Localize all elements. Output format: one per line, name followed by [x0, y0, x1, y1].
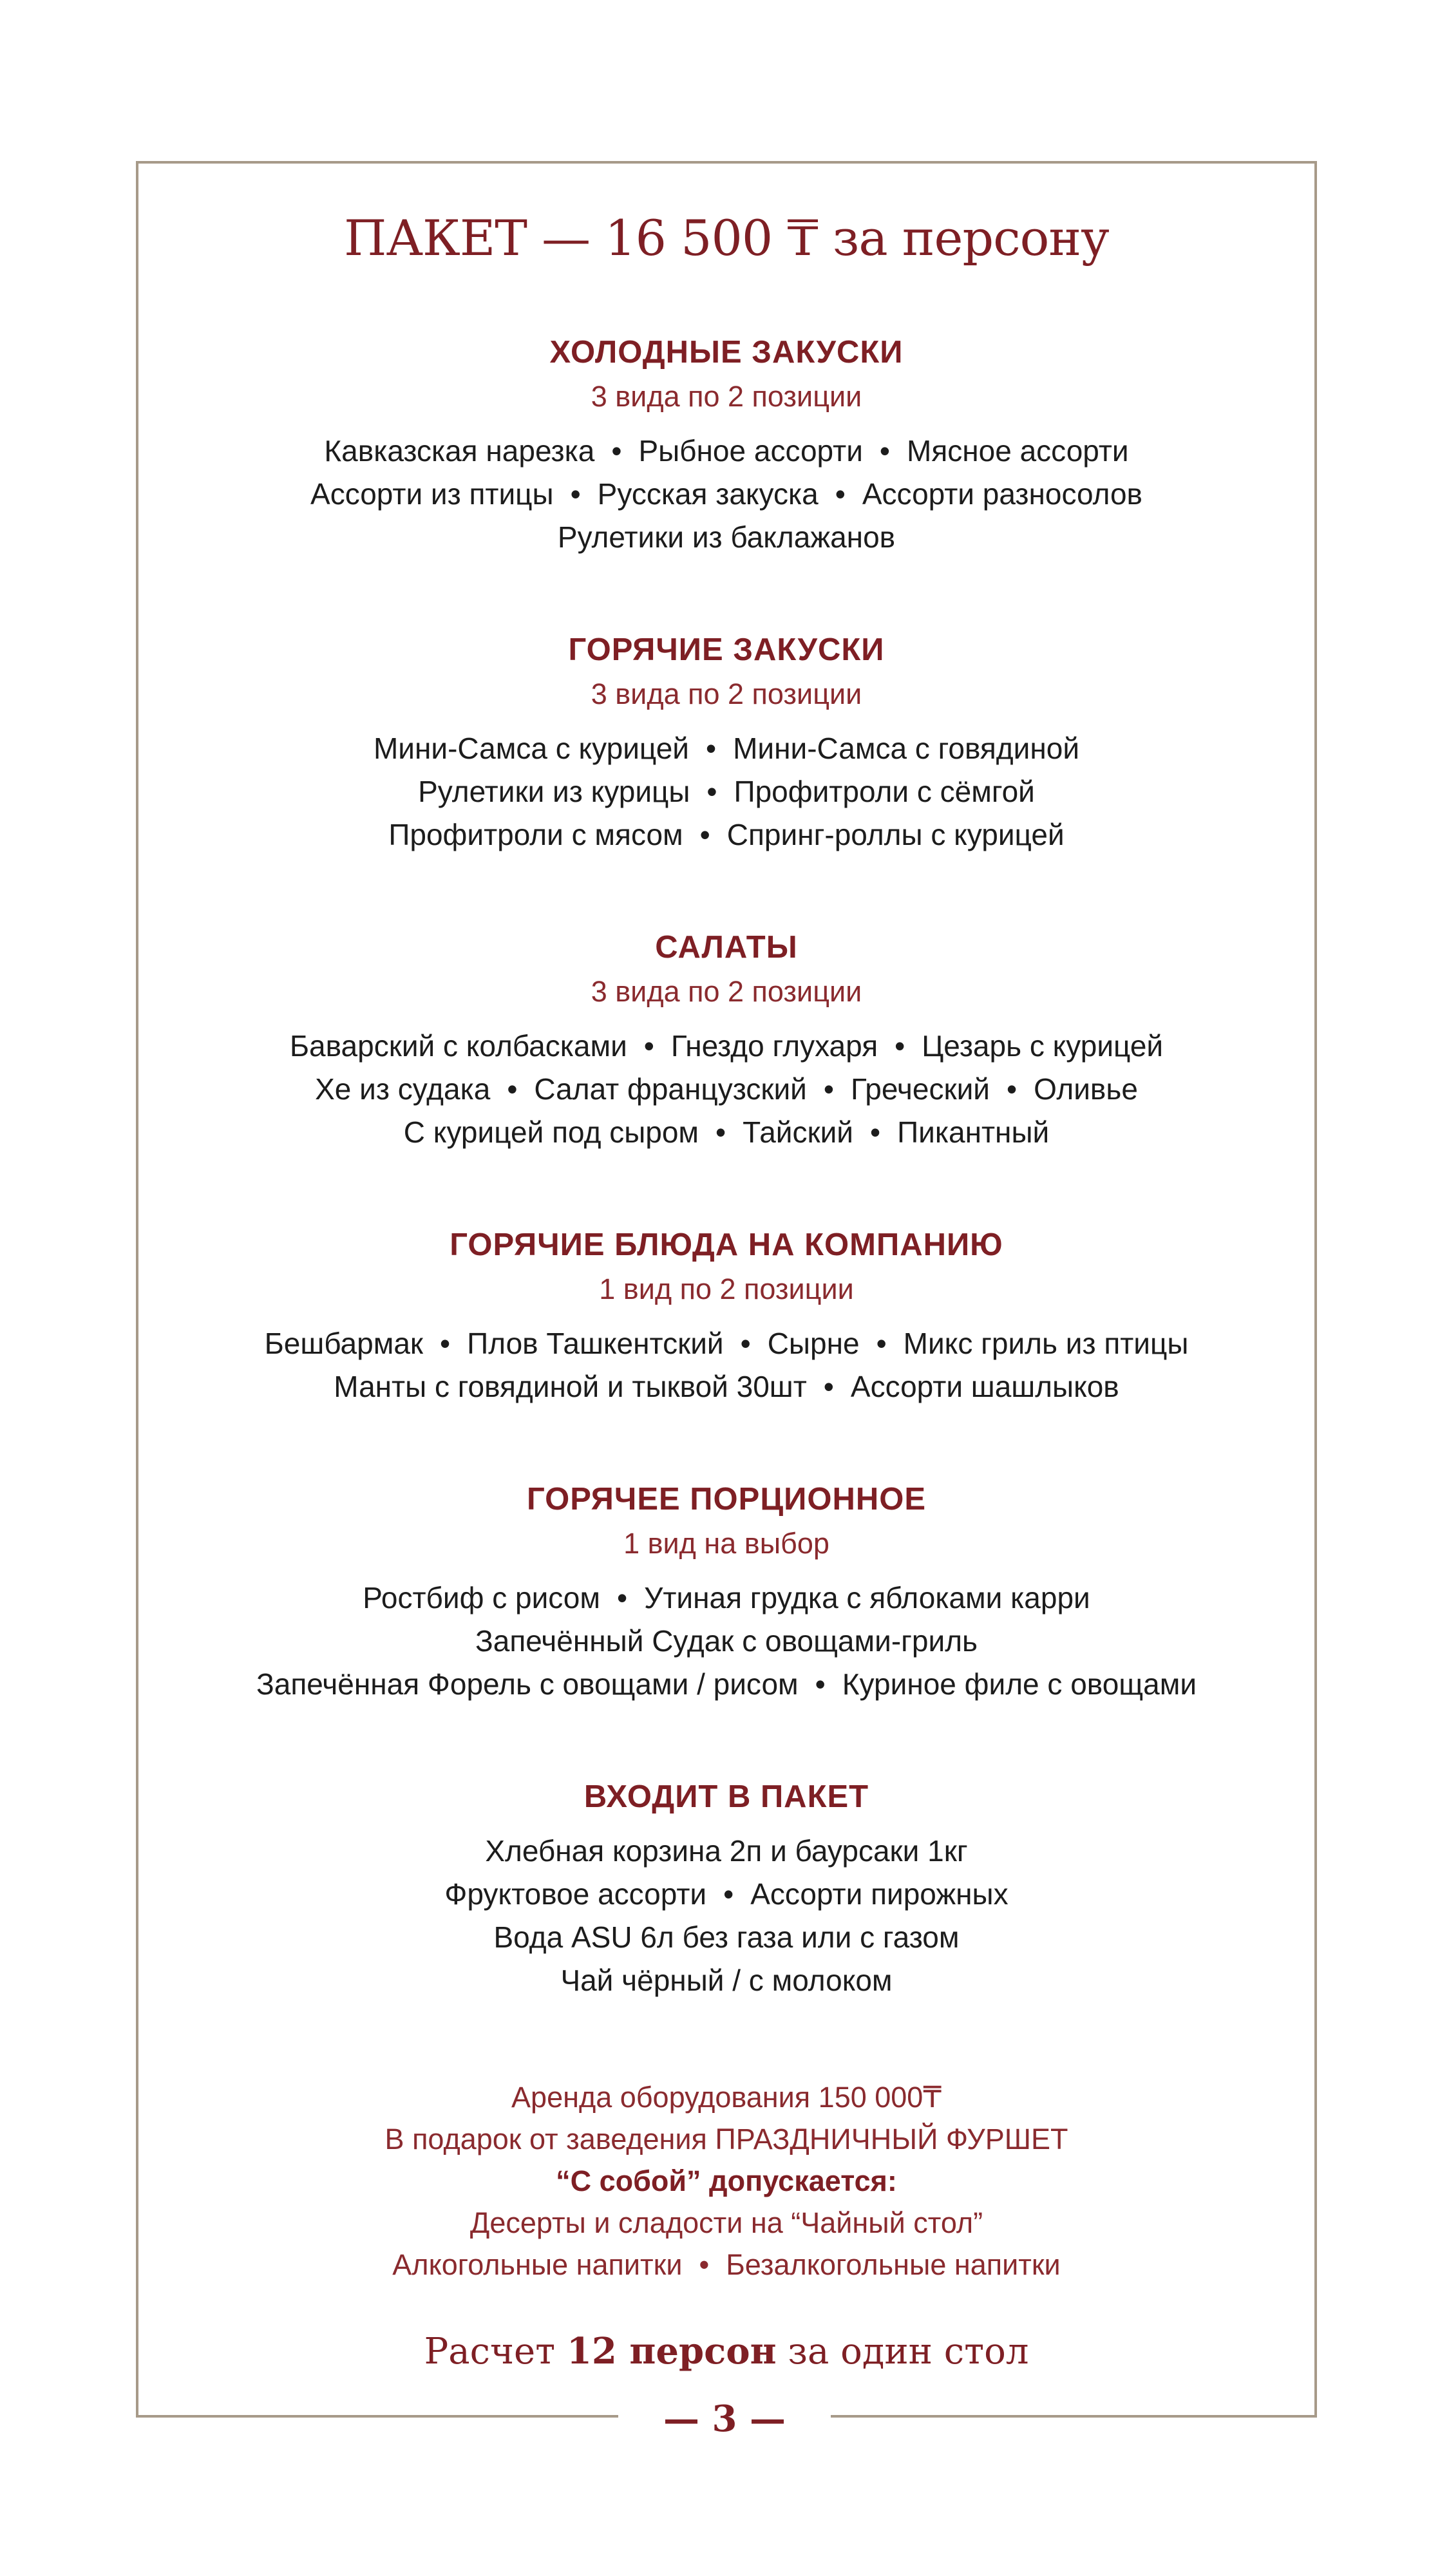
bullet-separator: •	[815, 1667, 826, 1701]
menu-item: Сырне	[767, 1327, 860, 1360]
section-heading: ГОРЯЧЕЕ ПОРЦИОННОЕ	[526, 1482, 927, 1517]
menu-line	[138, 1959, 1314, 2002]
takeaway-heading: “С собой” допускается:	[556, 2164, 897, 2197]
menu-item: Фруктовое ассорти	[444, 1877, 707, 1911]
seating-prefix: Расчет	[424, 2331, 556, 2372]
section-heading: ВХОДИТ В ПАКЕТ	[583, 1779, 869, 1814]
drinks-note	[138, 2244, 1314, 2286]
menu-line	[138, 1111, 1314, 1154]
menu-item: Тайский	[743, 1115, 853, 1149]
bullet-separator: •	[611, 434, 622, 468]
package-notes	[138, 2076, 1314, 2286]
section-subheading: 3 вида по 2 позиции	[591, 975, 862, 1008]
menu-item: С курицей под сыром	[403, 1115, 699, 1149]
bullet-separator: •	[699, 818, 710, 851]
menu-item: Русская закуска	[597, 477, 819, 511]
menu-item: Запечённая Форель с овощами / рисом	[256, 1667, 799, 1701]
bullet-separator: •	[699, 2248, 710, 2281]
menu-line	[138, 1873, 1314, 1916]
section-subheading: 3 вида по 2 позиции	[591, 380, 862, 413]
section-hot-appetizers	[138, 631, 1314, 857]
desserts-note: Десерты и сладости на “Чайный стол”	[469, 2206, 983, 2239]
menu-item: Рулетики из курицы	[418, 775, 690, 808]
menu-line	[138, 813, 1314, 857]
menu-item: Спринг-роллы с курицей	[726, 818, 1065, 851]
menu-line	[138, 473, 1314, 516]
bullet-separator: •	[715, 1115, 726, 1149]
menu-item: Оливье	[1034, 1072, 1138, 1106]
menu-item: Салат французский	[534, 1072, 807, 1106]
bullet-separator: •	[1007, 1072, 1018, 1106]
menu-item: Плов Ташкентский	[467, 1327, 724, 1360]
bullet-separator: •	[895, 1029, 905, 1063]
drinks-item: Безалкогольные напитки	[726, 2248, 1061, 2281]
menu-line	[138, 1830, 1314, 1873]
menu-item: Ассорти из птицы	[310, 477, 554, 511]
bullet-separator: •	[823, 1072, 834, 1106]
bullet-separator: •	[723, 1877, 734, 1911]
seating-count: 12 персон	[566, 2330, 777, 2372]
menu-item: Манты с говядиной и тыквой 30шт	[334, 1370, 807, 1403]
menu-item: Утиная грудка с яблоками карри	[644, 1581, 1090, 1615]
menu-line	[138, 1322, 1314, 1365]
menu-item: Ассорти пирожных	[750, 1877, 1009, 1911]
page-number: — 3 —	[618, 2396, 831, 2442]
gift-note: В подарок от заведения ПРАЗДНИЧНЫЙ ФУРШЕТ	[384, 2123, 1068, 2155]
section-subheading: 1 вид по 2 позиции	[599, 1273, 854, 1305]
menu-item: Кавказская нарезка	[324, 434, 595, 468]
menu-item: Хе из судака	[315, 1072, 491, 1106]
menu-line	[138, 430, 1314, 473]
bullet-separator: •	[879, 434, 891, 468]
bullet-separator: •	[823, 1370, 834, 1403]
drinks-item: Алкогольные напитки	[392, 2248, 683, 2281]
menu-line	[138, 727, 1314, 770]
menu-item: Греческий	[850, 1072, 990, 1106]
bullet-separator: •	[869, 1115, 881, 1149]
menu-item: Мини-Самса с курицей	[373, 732, 689, 765]
section-heading: ХОЛОДНЫЕ ЗАКУСКИ	[549, 335, 904, 370]
menu-item: Пикантный	[897, 1115, 1050, 1149]
bullet-separator: •	[617, 1581, 628, 1615]
menu-line	[138, 1577, 1314, 1620]
section-hot-portioned	[138, 1481, 1314, 1706]
seating-suffix: за один стол	[788, 2331, 1029, 2372]
menu-item: Профитроли с мясом	[388, 818, 683, 851]
bullet-separator: •	[740, 1327, 751, 1360]
menu-item: Рулетики из баклажанов	[557, 520, 896, 554]
menu-item: Куриное филе с овощами	[842, 1667, 1197, 1701]
menu-item: Баварский с колбасками	[289, 1029, 627, 1063]
seating-calculation	[138, 2329, 1314, 2374]
menu-item: Гнездо глухаря	[670, 1029, 878, 1063]
menu-line	[138, 1365, 1314, 1408]
menu-line	[138, 1068, 1314, 1111]
section-hot-dishes-shared	[138, 1226, 1314, 1408]
section-included	[138, 1778, 1314, 2002]
menu-item: Хлебная корзина 2п и баурсаки 1кг	[485, 1834, 968, 1868]
bullet-separator: •	[440, 1327, 451, 1360]
menu-item: Ассорти разносолов	[862, 477, 1142, 511]
equipment-rental-note: Аренда оборудования 150 000₸	[511, 2081, 942, 2114]
bullet-separator: •	[570, 477, 581, 511]
page-title: ПАКЕТ — 16 500 ₸ за персону	[344, 209, 1109, 267]
menu-item: Чай чёрный / с молоком	[560, 1964, 893, 1997]
menu-line	[138, 1916, 1314, 1959]
menu-line	[138, 516, 1314, 559]
section-subheading: 3 вида по 2 позиции	[591, 677, 862, 710]
menu-item: Вода ASU 6л без газа или с газом	[493, 1920, 960, 1954]
menu-line	[138, 770, 1314, 813]
menu-item: Микс гриль из птицы	[903, 1327, 1189, 1360]
section-heading: ГОРЯЧИЕ ЗАКУСКИ	[568, 632, 885, 667]
section-heading: ГОРЯЧИЕ БЛЮДА НА КОМПАНИЮ	[450, 1227, 1003, 1262]
bullet-separator: •	[507, 1072, 518, 1106]
section-heading: САЛАТЫ	[655, 930, 798, 965]
menu-item: Ростбиф с рисом	[363, 1581, 600, 1615]
menu-line	[138, 1663, 1314, 1706]
menu-item: Запечённый Судак с овощами-гриль	[475, 1624, 978, 1658]
bullet-separator: •	[706, 732, 717, 765]
menu-content	[138, 164, 1314, 2374]
menu-item: Ассорти шашлыков	[850, 1370, 1119, 1403]
bullet-separator: •	[876, 1327, 887, 1360]
menu-item: Мини-Самса с говядиной	[733, 732, 1080, 765]
bullet-separator: •	[706, 775, 717, 808]
menu-line	[138, 1025, 1314, 1068]
menu-item: Мясное ассорти	[907, 434, 1129, 468]
menu-item: Профитроли с сёмгой	[734, 775, 1035, 808]
bullet-separator: •	[643, 1029, 654, 1063]
section-cold-appetizers	[138, 334, 1314, 559]
section-salads	[138, 929, 1314, 1154]
menu-item: Цезарь с курицей	[922, 1029, 1164, 1063]
bullet-separator: •	[835, 477, 846, 511]
section-subheading: 1 вид на выбор	[623, 1527, 829, 1560]
menu-item: Рыбное ассорти	[638, 434, 863, 468]
menu-line	[138, 1620, 1314, 1663]
menu-item: Бешбармак	[264, 1327, 424, 1360]
